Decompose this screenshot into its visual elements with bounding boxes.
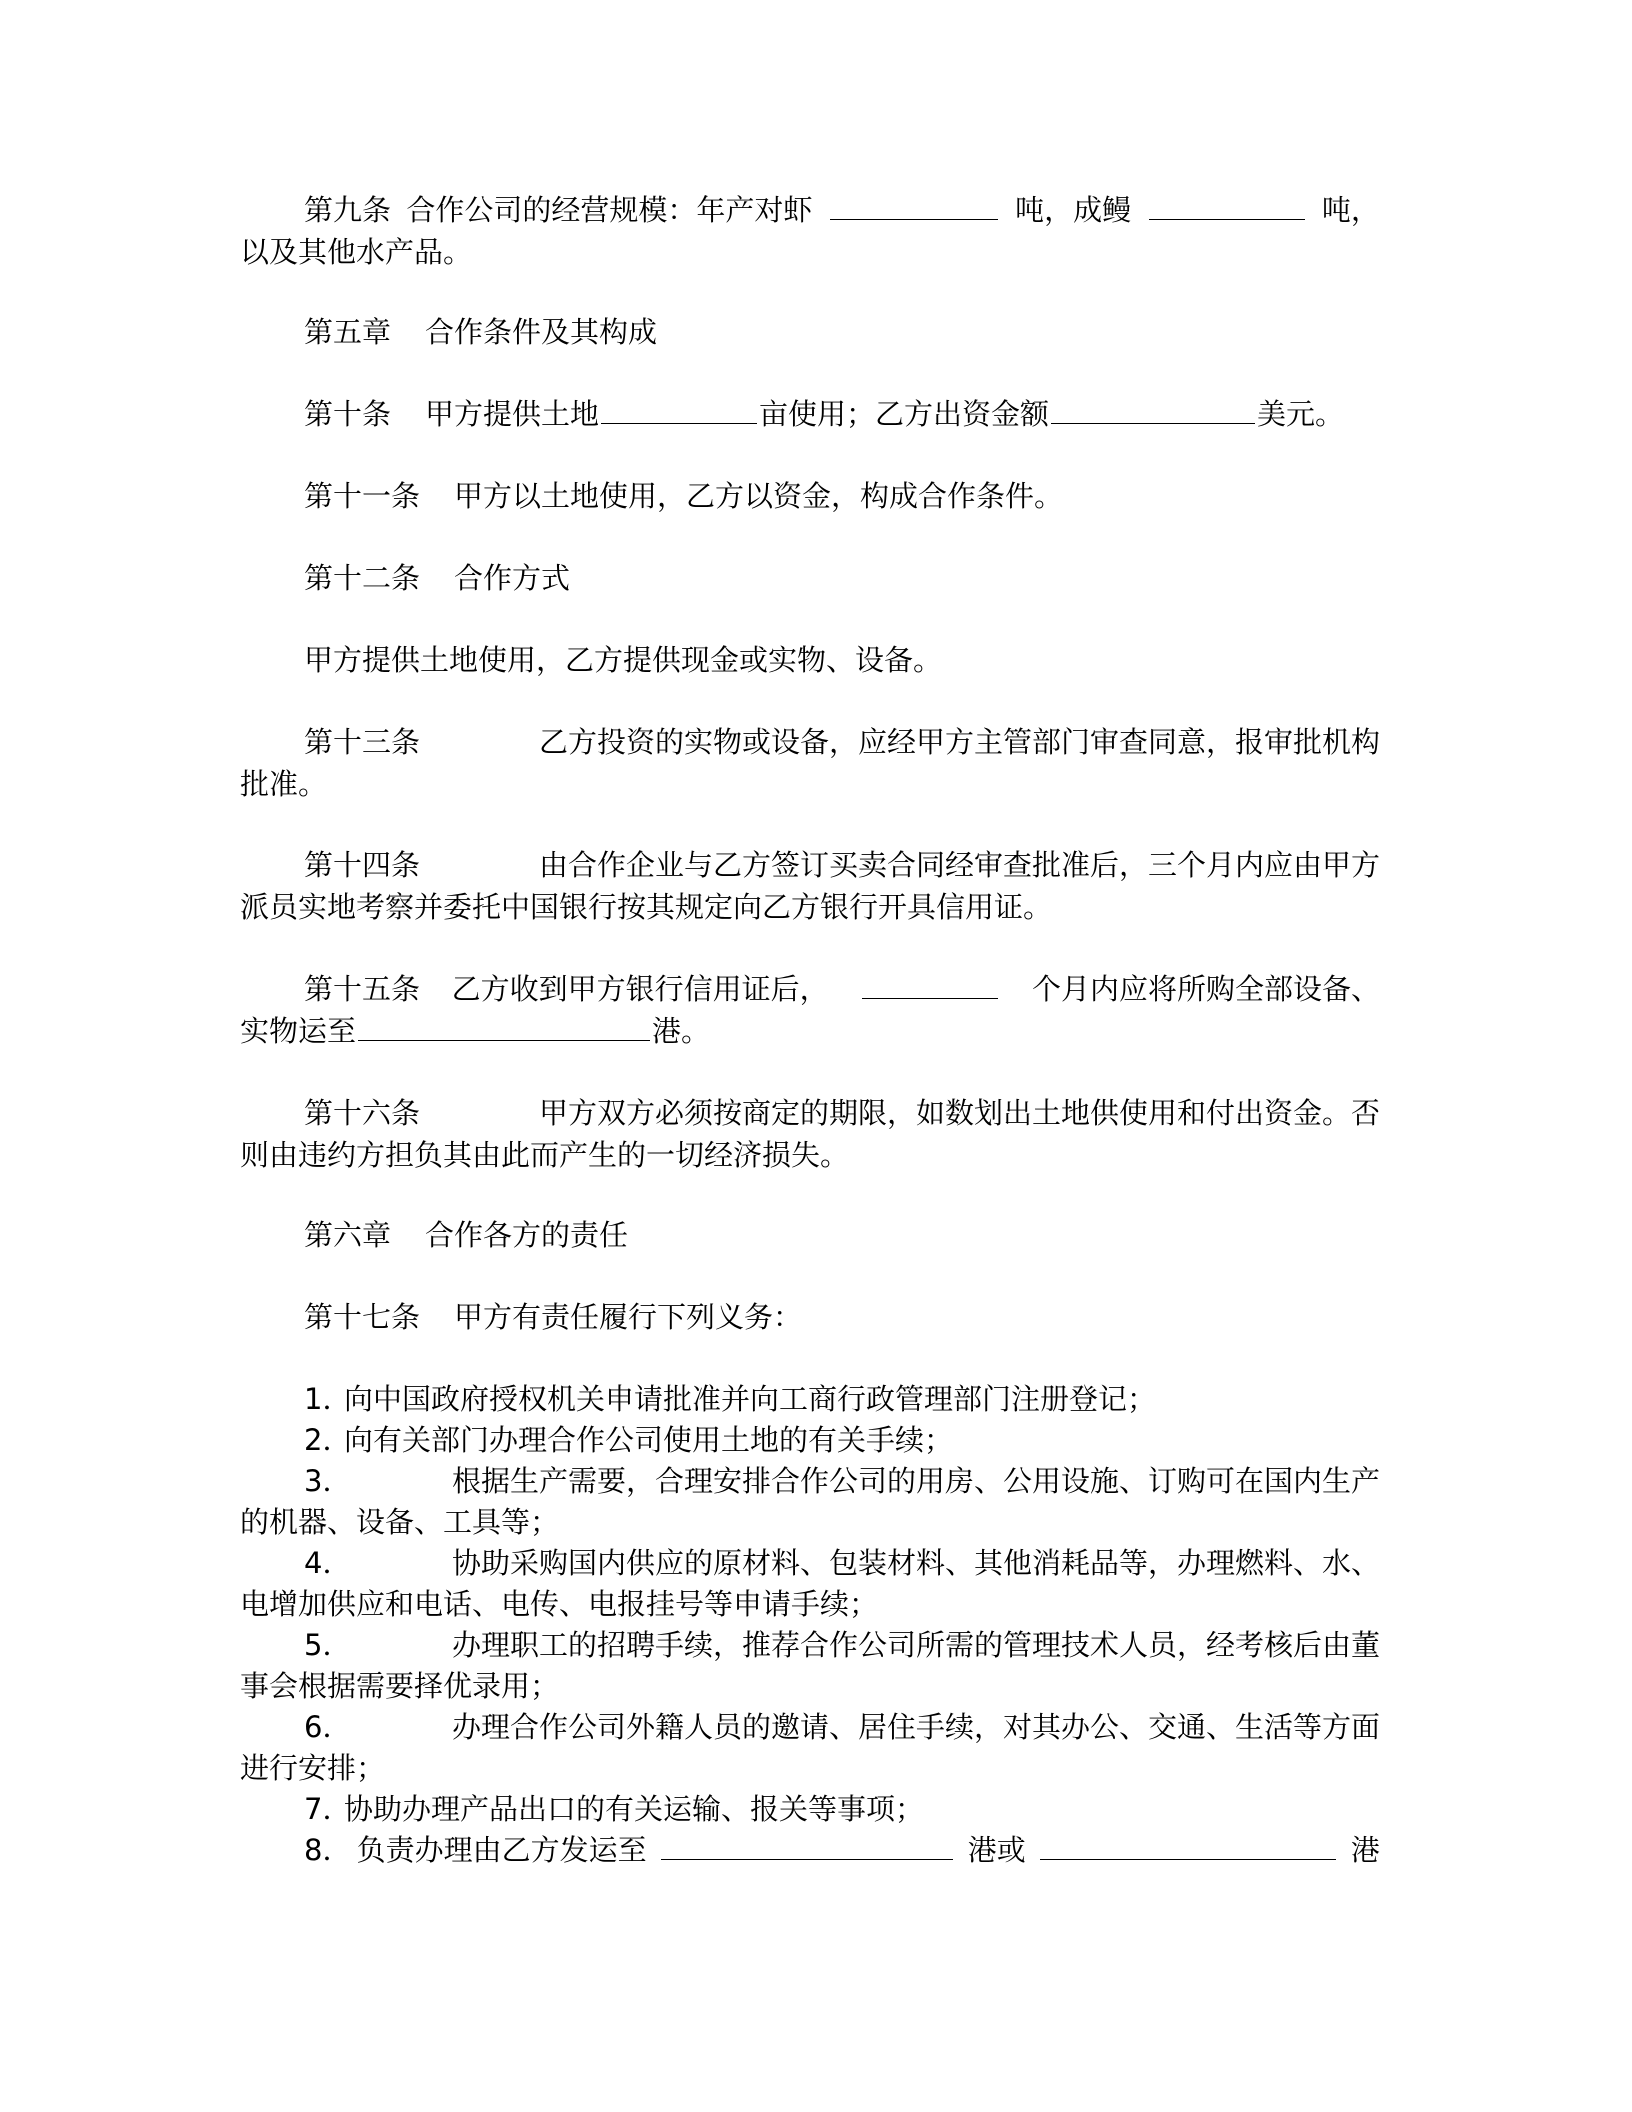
article-17-heading: 第十七条 xyxy=(304,1300,421,1334)
article-12-line xyxy=(304,558,1380,598)
article-12-heading: 第十二条 xyxy=(304,561,421,595)
list-item-3 xyxy=(304,1461,1380,1501)
article-9-heading: 第九条 xyxy=(304,193,392,227)
article-15-line-1 xyxy=(304,969,1380,1009)
list-item-text: 向有关部门办理合作公司使用土地的有关手续； xyxy=(344,1423,954,1457)
destination-port-blank xyxy=(358,1014,650,1041)
article-9-text-c: 吨， xyxy=(1321,193,1380,227)
article-15-continuation-a: 实物运至 xyxy=(240,1014,357,1048)
chapter-5-title: 合作条件及其构成 xyxy=(425,315,658,349)
article-16-line-2 xyxy=(240,1135,1380,1175)
list-item-6-continuation xyxy=(240,1748,1380,1788)
chapter-5-label: 第五章 xyxy=(304,315,392,349)
article-11-line xyxy=(304,476,1380,516)
list-item-3-continuation xyxy=(240,1502,1380,1542)
list-item-text: 办理职工的招聘手续，推荐合作公司所需的管理技术人员，经考核后由董 xyxy=(451,1628,1380,1662)
list-item-8-text-a: 负责办理由乙方发运至 xyxy=(356,1833,647,1867)
list-item-number: 5． xyxy=(304,1628,352,1662)
list-item-number: 1． xyxy=(304,1382,352,1416)
chapter-6-heading xyxy=(304,1215,1380,1255)
article-14-continuation: 派员实地考察并委托中国银行按其规定向乙方银行开具信用证。 xyxy=(240,890,1053,924)
list-item-7 xyxy=(304,1789,1380,1829)
list-item-text: 协助采购国内供应的原材料、包装材料、其他消耗品等，办理燃料、水、 xyxy=(451,1546,1380,1580)
article-16-heading: 第十六条 xyxy=(304,1096,421,1130)
list-item-continuation-text: 进行安排； xyxy=(240,1751,386,1785)
port-blank-1 xyxy=(661,1833,953,1860)
article-17-text: 甲方有责任履行下列义务： xyxy=(454,1300,803,1334)
list-item-6 xyxy=(304,1707,1380,1747)
list-item-4 xyxy=(304,1543,1380,1583)
list-item-text: 根据生产需要，合理安排合作公司的用房、公用设施、订购可在国内生产 xyxy=(451,1464,1380,1498)
article-11-text: 甲方以土地使用，乙方以资金，构成合作条件。 xyxy=(454,479,1064,513)
article-12-body xyxy=(304,640,1380,680)
list-item-text: 办理合作公司外籍人员的邀请、居住手续，对其办公、交通、生活等方面 xyxy=(451,1710,1380,1744)
list-item-text: 向中国政府授权机关申请批准并向工商行政管理部门注册登记； xyxy=(344,1382,1157,1416)
chapter-5-heading xyxy=(304,312,1380,352)
chapter-6-title: 合作各方的责任 xyxy=(425,1218,629,1252)
article-13-line-2 xyxy=(240,764,1380,804)
article-10-text-b: 亩使用；乙方出资金额 xyxy=(759,397,1050,431)
port-blank-2 xyxy=(1040,1833,1336,1860)
list-item-text: 协助办理产品出口的有关运输、报关等事项； xyxy=(344,1792,925,1826)
article-16-line-1 xyxy=(304,1093,1380,1133)
article-10-text-a: 甲方提供土地 xyxy=(425,397,600,431)
list-item-5-continuation xyxy=(240,1666,1380,1706)
capital-amount-blank xyxy=(1051,397,1255,424)
list-item-number: 4． xyxy=(304,1546,352,1580)
shrimp-tonnage-blank xyxy=(830,193,998,220)
article-14-heading: 第十四条 xyxy=(304,848,421,882)
eel-tonnage-blank xyxy=(1149,193,1305,220)
article-9-line-2 xyxy=(240,232,1380,272)
article-16-text: 甲方双方必须按商定的期限，如数划出土地供使用和付出资金。否 xyxy=(538,1096,1380,1130)
list-item-8-text-c: 港 xyxy=(1350,1833,1380,1867)
article-15-heading: 第十五条 xyxy=(304,972,421,1006)
article-10-text-c: 美元。 xyxy=(1257,397,1345,431)
article-15-continuation-b: 港。 xyxy=(652,1014,711,1048)
chapter-6-label: 第六章 xyxy=(304,1218,392,1252)
article-14-line-1 xyxy=(304,845,1380,885)
list-item-5 xyxy=(304,1625,1380,1665)
article-10-line xyxy=(304,394,1380,434)
article-10-heading: 第十条 xyxy=(304,397,392,431)
article-9-text-b: 吨，成鳗 xyxy=(1015,193,1132,227)
list-item-8 xyxy=(304,1830,1380,1870)
article-17-line xyxy=(304,1297,1380,1337)
article-15-line-2 xyxy=(240,1011,1380,1051)
article-15-text-a: 乙方收到甲方银行信用证后， xyxy=(451,972,829,1006)
article-13-heading: 第十三条 xyxy=(304,725,421,759)
list-item-number: 3． xyxy=(304,1464,352,1498)
list-item-number: 2． xyxy=(304,1423,352,1457)
article-12-body-text: 甲方提供土地使用，乙方提供现金或实物、设备。 xyxy=(304,643,943,677)
list-item-number: 6． xyxy=(304,1710,352,1744)
list-item-1 xyxy=(304,1379,1380,1419)
months-blank xyxy=(862,972,998,999)
article-13-line-1 xyxy=(304,722,1380,762)
article-9-line-1 xyxy=(304,190,1380,230)
article-9-continuation: 以及其他水产品。 xyxy=(240,235,473,269)
article-15-text-b: 个月内应将所购全部设备、 xyxy=(1031,972,1380,1006)
article-14-line-2 xyxy=(240,887,1380,927)
list-item-number: 7． xyxy=(304,1792,352,1826)
list-item-8-text-b: 港或 xyxy=(967,1833,1026,1867)
article-13-continuation: 批准。 xyxy=(240,767,328,801)
list-item-2 xyxy=(304,1420,1380,1460)
list-item-4-continuation xyxy=(240,1584,1380,1624)
article-16-continuation: 则由违约方担负其由此而产生的一切经济损失。 xyxy=(240,1138,850,1172)
article-14-text: 由合作企业与乙方签订买卖合同经审查批准后，三个月内应由甲方 xyxy=(538,848,1380,882)
list-item-number: 8． xyxy=(304,1833,352,1867)
list-item-continuation-text: 电增加供应和电话、电传、电报挂号等申请手续； xyxy=(240,1587,879,1621)
list-item-continuation-text: 的机器、设备、工具等； xyxy=(240,1505,560,1539)
article-13-text: 乙方投资的实物或设备，应经甲方主管部门审查同意，报审批机构 xyxy=(538,725,1380,759)
list-item-continuation-text: 事会根据需要择优录用； xyxy=(240,1669,560,1703)
article-9-text-a: 合作公司的经营规模：年产对虾 xyxy=(406,193,813,227)
land-area-blank xyxy=(601,397,757,424)
article-11-heading: 第十一条 xyxy=(304,479,421,513)
article-12-title: 合作方式 xyxy=(454,561,571,595)
